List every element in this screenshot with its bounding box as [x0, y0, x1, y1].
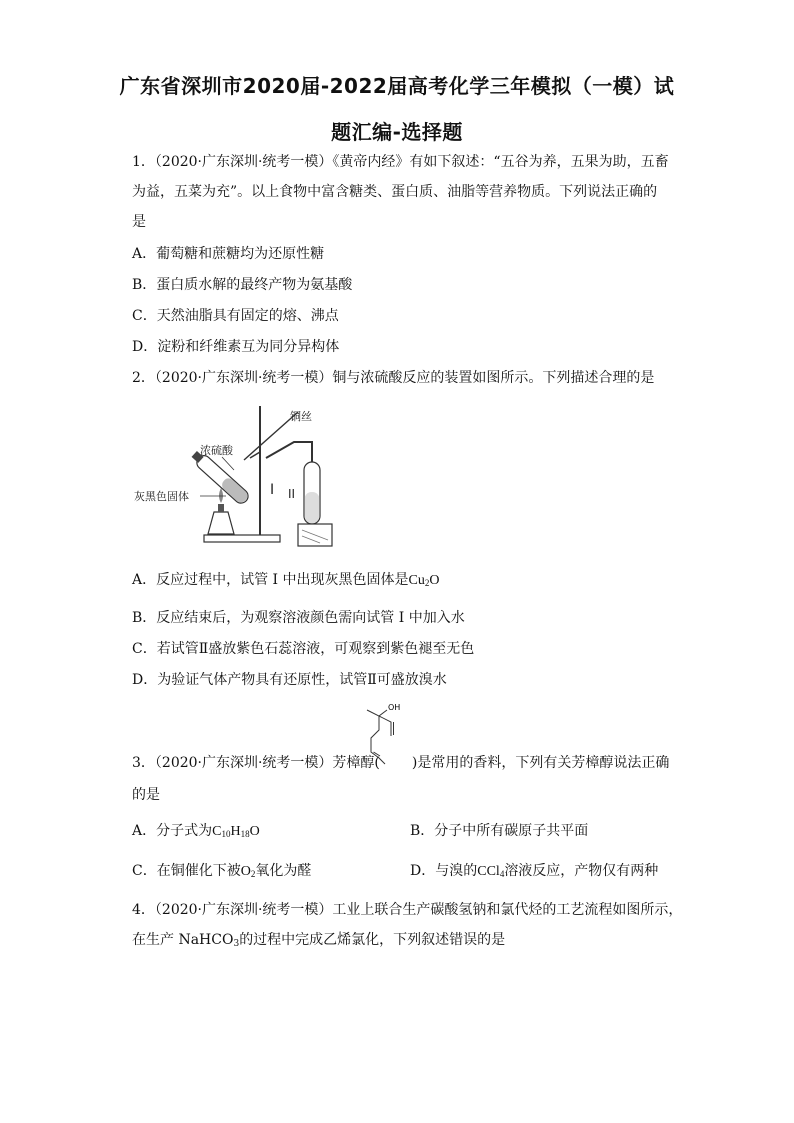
- q2-option-c: C．若试管Ⅱ盛放紫色石蕊溶液，可观察到紫色褪至无色: [132, 641, 475, 657]
- label-tube-2: II: [288, 487, 296, 501]
- q3-stem-line-2: 的是: [132, 787, 160, 803]
- q3-option-b: B．分子中所有碳原子共平面: [410, 823, 589, 839]
- q4-stem-line-1: 4．（2020·广东深圳·统考一模）工业上联合生产碳酸氢钠和氯代烃的工艺流程如图所示，: [132, 902, 683, 918]
- q3-option-d: D．与溴的CCl$_4$溶液反应，产物仅有两种: [410, 863, 659, 879]
- q1-option-a: A．葡萄糖和蔗糖均为还原性糖: [132, 246, 325, 262]
- label-tube-1: I: [270, 482, 275, 498]
- formula-c10h18o: $C_{10}H_{18}O$: [212, 824, 260, 839]
- q2-option-a-text: A．反应过程中，试管 I 中出现灰黑色固体是: [132, 572, 409, 588]
- q2-option-a: [132, 570, 440, 593]
- q3-option-c: C．在铜催化下被$O_2$氧化为醛: [132, 863, 312, 879]
- document-title-line-1: 广东省深圳市2020届-2022届高考化学三年模拟（一模）试: [119, 74, 675, 98]
- copper-sulfuric-acid-apparatus-figure: [134, 400, 346, 550]
- formula-o2: $O_2$: [240, 864, 256, 879]
- q3-stem: 3．（2020·广东深圳·统考一模）芳樟醇( )是常用的香料，下列有关芳樟醇说法正确: [132, 755, 670, 771]
- q2-option-d: D．为验证气体产物具有还原性，试管Ⅱ可盛放溴水: [132, 672, 447, 688]
- q2-stem: 2．（2020·广东深圳·统考一模）铜与浓硫酸反应的装置如图所示。下列描述合理的是: [132, 370, 655, 386]
- q2-option-b: B．反应结束后，为观察溶液颜色需向试管 I 中加入水: [132, 610, 465, 626]
- oh-label: OH: [388, 703, 401, 712]
- label-copper-wire: 铜丝: [290, 410, 312, 423]
- q1-stem-line-1: 1．（2020·广东深圳·统考一模）《黄帝内经》有如下叙述：“五谷为养，五果为助，五畜: [132, 154, 669, 170]
- formula-ccl4: CCl$_4$: [477, 864, 505, 879]
- document-title-line-2: 题汇编-选择题: [331, 120, 463, 144]
- q1-option-d: D．淀粉和纤维素互为同分异构体: [132, 339, 340, 355]
- q1-stem-line-2: 为益，五菜为充”。以上食物中富含糖类、蛋白质、油脂等营养物质。下列说法正确的: [132, 184, 658, 200]
- label-concentrated-acid: 浓硫酸: [200, 444, 233, 457]
- q1-stem-line-3: 是: [132, 214, 146, 230]
- q1-option-c: C．天然油脂具有固定的熔、沸点: [132, 308, 339, 324]
- label-gray-black-solid: 灰黑色固体: [134, 490, 189, 503]
- q3-option-a: A．分子式为$C_{10}H_{18}O$: [132, 823, 260, 839]
- q1-option-b: B．蛋白质水解的最终产物为氨基酸: [132, 277, 353, 293]
- formula-cu2o: $Cu_2O$: [408, 573, 440, 588]
- q4-stem-line-2: 在生产 NaHCO$_3$的过程中完成乙烯氯化，下列叙述错误的是: [132, 932, 506, 949]
